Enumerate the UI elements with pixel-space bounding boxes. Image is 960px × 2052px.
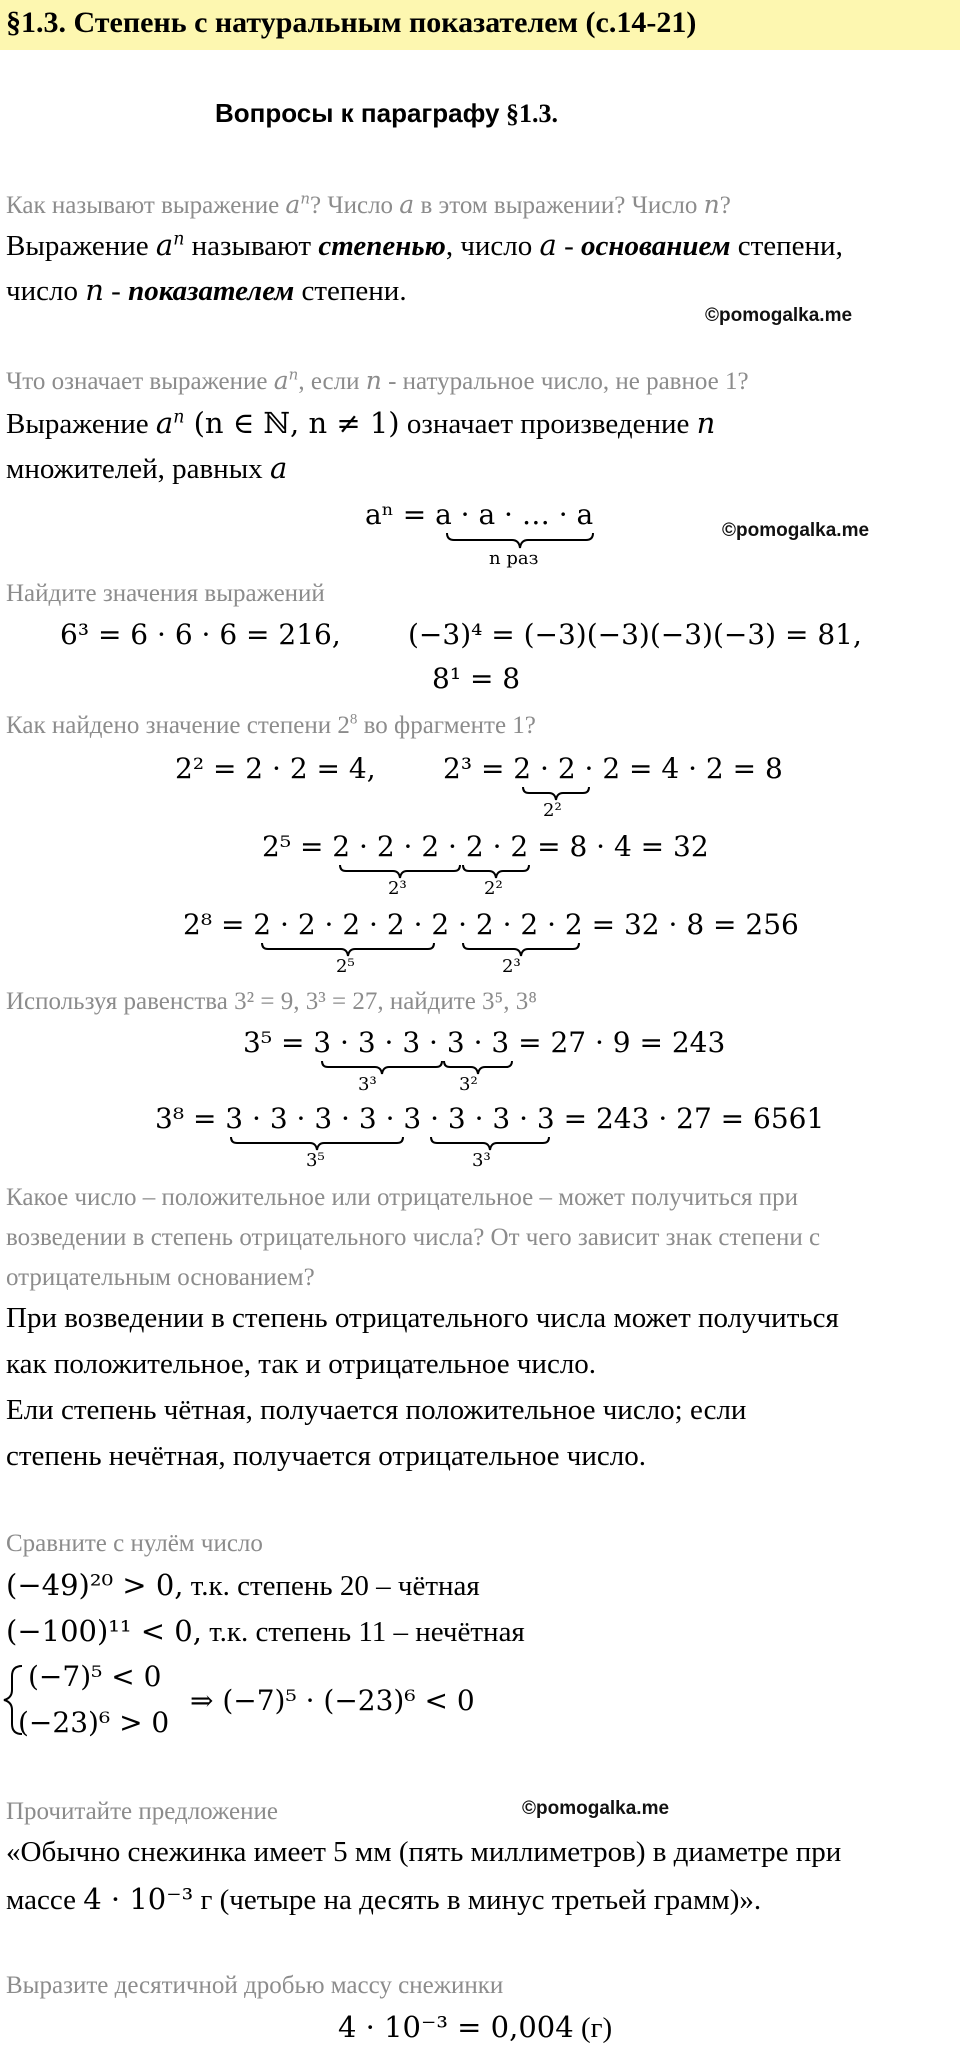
subtitle-section: §1.3. [505, 99, 558, 128]
svg-text:n раз: n раз [489, 548, 539, 569]
svg-text:2³: 2³ [388, 878, 407, 899]
equation-2-fifth: 2⁵ = 2 · 2 · 2 · 2 · 2 = 8 · 4 = 32 [262, 830, 709, 863]
equation-2-squared: 2² = 2 · 2 = 4, [175, 752, 376, 785]
subtitle-text: Вопросы к параграфу [215, 98, 500, 128]
system-line-1: (−7)⁵ < 0 [28, 1660, 162, 1693]
question-6-line-2: возведении в степень отрицательного числа? От чего зависит знак степени с [6, 1224, 821, 1251]
question-8: Прочитайте предложение [6, 1798, 278, 1825]
answer-6-line-4: степень нечётная, получается отрицательное число. [6, 1440, 646, 1472]
watermark-1: ©pomogalka.me [705, 305, 853, 326]
brace-2-cubed [340, 865, 460, 899]
equation-neg3-fourth: (−3)⁴ = (−3)(−3)(−3)(−3) = 81, [408, 618, 862, 651]
answer-1-line-2: число n - показателем степени. [6, 273, 407, 307]
question-6-line-1: Какое число – положительное или отрицательное – может получиться при [6, 1184, 799, 1211]
answer-1-line-1: Выражение $a^n$ называют степенью, число a - основанием степени, [6, 228, 843, 262]
brace-3-squared [444, 1061, 512, 1095]
brace-2-cubed-b [463, 943, 579, 977]
equation-6-cubed: 6³ = 6 · 6 · 6 = 216, [60, 618, 341, 651]
brace-n-times [447, 533, 593, 569]
question-3: Найдите значения выражений [6, 580, 325, 607]
svg-text:2³: 2³ [502, 956, 521, 977]
watermark-3: ©pomogalka.me [522, 1798, 670, 1819]
brace-2-fifth [262, 943, 434, 977]
svg-text:3²: 3² [459, 1074, 478, 1095]
question-7: Сравните с нулём число [6, 1530, 263, 1557]
svg-text:3³: 3³ [472, 1150, 491, 1171]
system-result: ⇒ (−7)⁵ · (−23)⁶ < 0 [190, 1684, 475, 1717]
answer-8-line-2: массе 4 · 10⁻³ г (четыре на десять в минус третьей грамм)». [6, 1882, 762, 1916]
answer-6-line-2: как положительное, так и отрицательное число. [6, 1348, 597, 1380]
svg-text:2²: 2² [543, 800, 562, 821]
watermark-2: ©pomogalka.me [722, 520, 870, 541]
svg-text:3⁵: 3⁵ [306, 1150, 325, 1171]
equation-2-eighth: 2⁸ = 2 · 2 · 2 · 2 · 2 · 2 · 2 · 2 = 32 · 8 = 256 [183, 908, 799, 941]
equation-3-fifth: 3⁵ = 3 · 3 · 3 · 3 · 3 = 27 · 9 = 243 [243, 1026, 726, 1059]
equation-8-first: 8¹ = 8 [432, 662, 521, 695]
answer-7-line-1: (−49)²⁰ > 0, т.к. степень 20 – чётная [6, 1568, 480, 1602]
system-line-2: (−23)⁶ > 0 [18, 1706, 170, 1739]
answer-7-line-2: (−100)¹¹ < 0, т.к. степень 11 – нечётная [6, 1614, 525, 1648]
svg-text:2⁵: 2⁵ [336, 956, 355, 977]
svg-text:2²: 2² [484, 878, 503, 899]
question-5: Используя равенства 3² = 9, 3³ = 27, найдите 3⁵, 3⁸ [6, 988, 537, 1015]
answer-6-line-1: При возведении в степень отрицательного числа может получиться [6, 1302, 839, 1334]
brace-2-squared-a [523, 787, 589, 821]
brace-3-cubed-b [431, 1137, 549, 1171]
equation-3-eighth: 3⁸ = 3 · 3 · 3 · 3 · 3 · 3 · 3 · 3 = 243 · 27 = 6561 [155, 1102, 825, 1135]
question-6-line-3: отрицательным основанием? [6, 1264, 315, 1291]
svg-text:3³: 3³ [358, 1074, 377, 1095]
brace-2-squared-b [463, 865, 529, 899]
answer-8-line-1: «Обычно снежинка имеет 5 мм (пять миллиметров) в диаметре при [6, 1836, 842, 1868]
question-1: Как называют выражение $a^n$? Число a в этом выражении? Число n? [6, 189, 731, 219]
answer-6-line-3: Ели степень чётная, получается положительное число; если [6, 1394, 747, 1426]
page-title: §1.3. Степень с натуральным показателем (с.14-21) [6, 6, 697, 39]
brace-3-cubed [322, 1061, 442, 1095]
question-2: Что означает выражение $a^n$, если n - натуральное число, не равное 1? [6, 365, 749, 395]
answer-2-line-1: Выражение $a^n$ (n ∈ ℕ, n ≠ 1) означает произведение n [6, 406, 716, 440]
answer-9: 4 · 10⁻³ = 0,004 (г) [338, 2010, 613, 2044]
question-4: Как найдено значение степени $2^8$ во фрагменте 1? [6, 711, 536, 739]
power-definition-formula: aⁿ = a · a · … · a [365, 498, 594, 531]
question-9: Выразите десятичной дробью массу снежинки [6, 1972, 504, 1999]
equation-2-cubed: 2³ = 2 · 2 · 2 = 4 · 2 = 8 [443, 752, 783, 785]
answer-2-line-2: множителей, равных a [6, 451, 288, 485]
brace-3-fifth [231, 1137, 403, 1171]
